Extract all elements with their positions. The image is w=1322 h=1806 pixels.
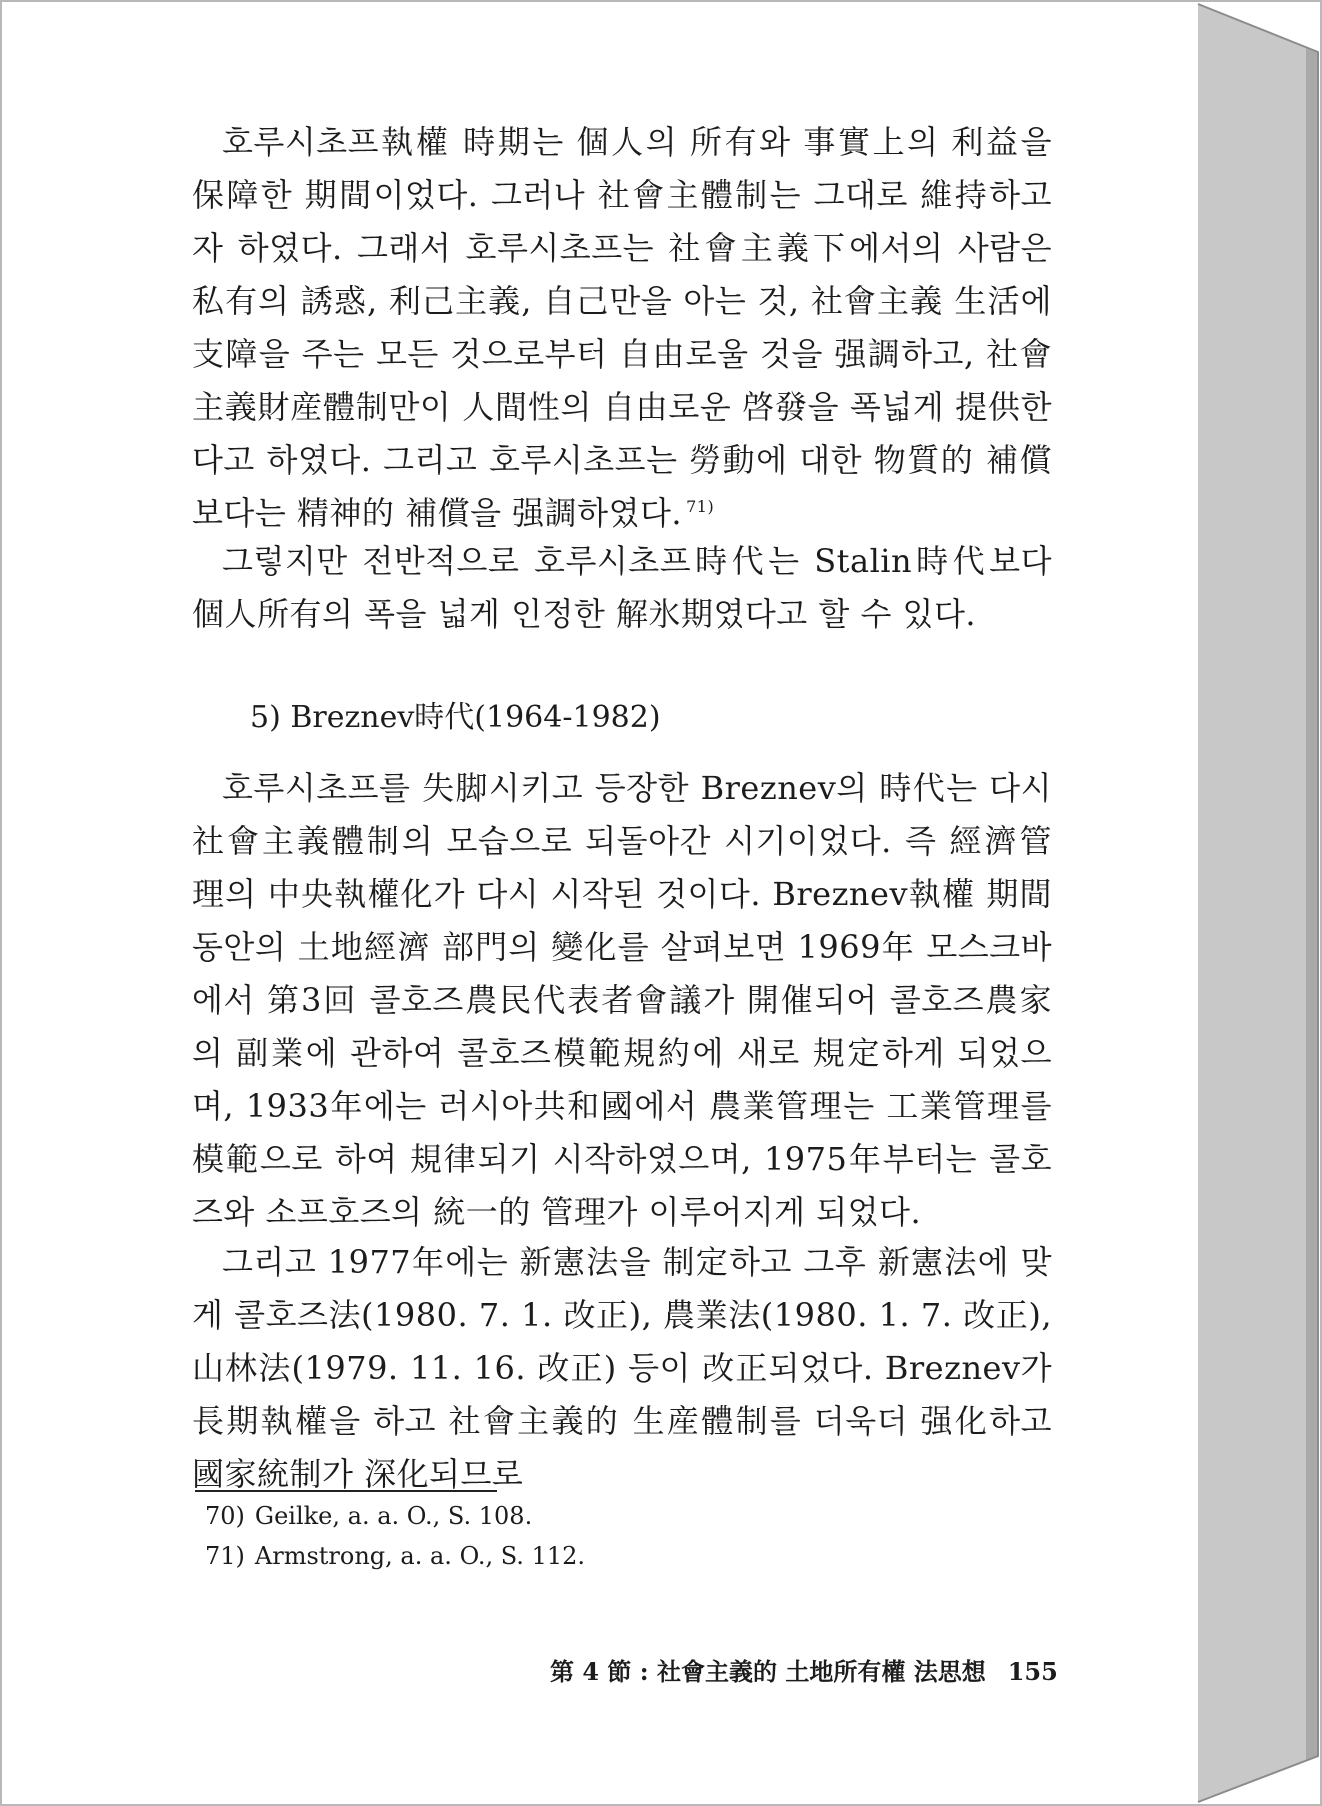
body-paragraph-1 (192, 116, 1052, 540)
body-paragraph-4 (192, 1236, 1052, 1501)
page-number: 155 (1007, 1657, 1058, 1686)
paragraph-text: 호루시초프를 失脚시키고 등장한 Breznev의 時代는 다시 社會主義體制의 모습으로 되돌아간 시기이었다. 즉 經濟管理의 中央執權化가 다시 시작된 것이다. Breznev執權 期間동안의 土地經濟 部門의 變化를 살펴보면 1969年 모스크바에서 第3回 콜호즈農民代表者會議가 開催되어 콜호즈農家의 副業에 관하여 콜호즈模範規約에 새로 規定하게 되었으며, 1933年에는 러시아共和國에서 農業管理는 工業管理를 模範으로 하여 規律되기 시작하였으며, 1975年부터는 콜호즈와 소프호즈의 統一的 管理가 이루어지게 되었다. (192, 769, 1052, 1231)
footer-section-title: 第 4 節 : 社會主義的 土地所有權 法思想 (550, 1657, 986, 1686)
footnote-text: Armstrong, a. a. O., S. 112. (254, 1542, 585, 1570)
book-edge-face (1198, 4, 1318, 1802)
footnote-number: 71) (205, 1542, 245, 1570)
paragraph-text: 그리고 1977年에는 新憲法을 制定하고 그후 新憲法에 맞게 콜호즈法(1980. 7. 1. 改正), 農業法(1980. 1. 7. 改正), 山林法(1979. 11. 16. 改正) 등이 改正되었다. Breznev가 長期執權을 하고 社會主義的 生産體制를 더욱더 强化하고 國家統制가 深化되므로 (192, 1243, 1052, 1493)
footnote-reference: 71) (686, 497, 715, 517)
footnote-divider (195, 1490, 497, 1492)
footnote-item (205, 1536, 585, 1576)
paragraph-text: 호루시초프執權 時期는 個人의 所有와 事實上의 利益을 保障한 期間이었다. 그러나 社會主體制는 그대로 維持하고자 하였다. 그래서 호루시초프는 社會主義下에서의 사람은 私有의 誘惑, 利己主義, 自己만을 아는 것, 社會主義 生活에 支障을 주는 모든 것으로부터 自由로울 것을 强調하고, 社會主義財産體制만이 人間性의 自由로운 啓發을 폭넓게 提供한다고 하였다. 그리고 호루시초프는 勞動에 대한 物質的 補償보다는 精神的 補償을 强調하였다. (192, 123, 1052, 532)
section-heading: 5) Breznev時代(1964-1982) (250, 700, 661, 735)
footnote-item (205, 1496, 585, 1536)
body-paragraph-3 (192, 762, 1052, 1239)
footnote-text: Geilke, a. a. O., S. 108. (254, 1502, 533, 1530)
book-edge-shadow (1306, 47, 1318, 1761)
body-paragraph-2 (192, 535, 1052, 641)
running-footer (550, 1652, 1058, 1692)
footnote-list (205, 1496, 585, 1576)
paragraph-text: 그렇지만 전반적으로 호루시초프時代는 Stalin時代보다 個人所有의 폭을 넓게 인정한 解氷期였다고 할 수 있다. (192, 542, 1052, 633)
book-edge (1196, 0, 1322, 1806)
footnote-number: 70) (205, 1502, 245, 1530)
